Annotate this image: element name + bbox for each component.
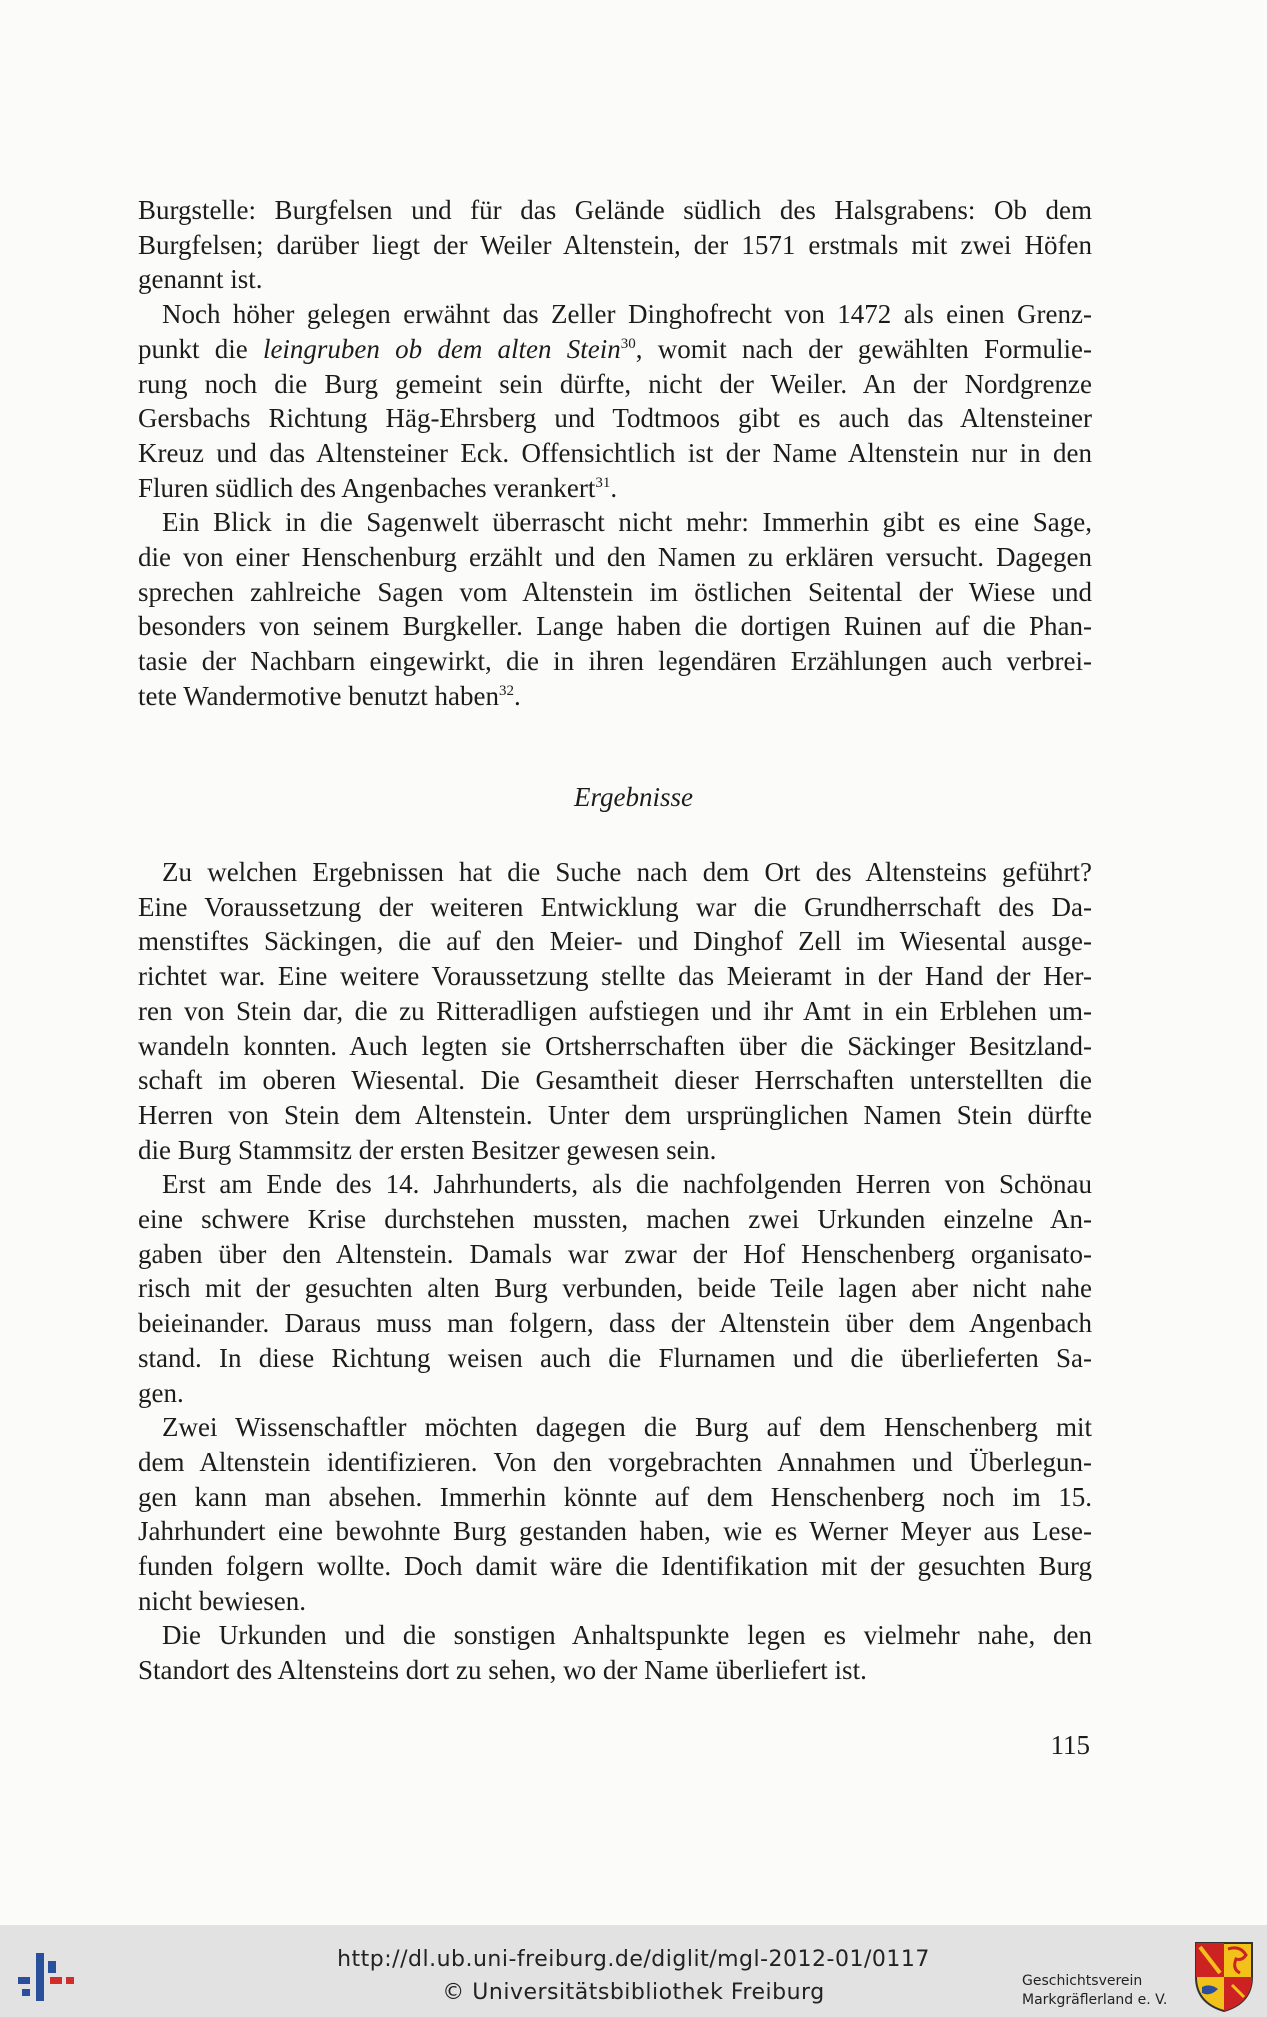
text-fragment: . bbox=[513, 680, 521, 711]
text-line: beieinander. Daraus muss man folgern, dass der Altenstein über dem Angenbach bbox=[138, 1308, 1092, 1339]
footnote-ref-31[interactable]: 31 bbox=[595, 474, 611, 491]
text-line: Burgfelsen; darüber liegt der Weiler Altenstein, der 1571 erstmals mit zwei Höfen bbox=[138, 229, 1092, 260]
text-line: die Burg Stammsitz der ersten Besitzer gewesen sein. bbox=[138, 1134, 717, 1165]
text-line: sprechen zahlreiche Sagen vom Altenstein im östlichen Seitental der Wiese und bbox=[138, 576, 1092, 607]
text-fragment: . bbox=[610, 472, 618, 503]
paragraph bbox=[138, 193, 1092, 297]
text-fragment: tete Wandermotive benutzt haben bbox=[138, 680, 499, 711]
text-line: Die Urkunden und die sonstigen Anhaltspunkte legen es vielmehr nahe, den bbox=[162, 1620, 1092, 1651]
text-line: genannt ist. bbox=[138, 264, 263, 295]
text-line: Zwei Wissenschaftler möchten dagegen die Burg auf dem Henschenberg mit bbox=[162, 1412, 1092, 1443]
paragraph bbox=[138, 1167, 1092, 1410]
text-line: rung noch die Burg gemeint sein dürfte, nicht der Weiler. An der Nordgrenze bbox=[138, 368, 1092, 399]
text-line: gen. bbox=[138, 1377, 184, 1408]
paragraph bbox=[138, 297, 1092, 505]
text-line bbox=[138, 332, 1092, 367]
text-line: nicht bewiesen. bbox=[138, 1585, 306, 1616]
text-line: risch mit der gesuchten alten Burg verbunden, beide Teile lagen aber nicht nahe bbox=[138, 1273, 1092, 1304]
text-line: richtet war. Eine weitere Voraussetzung stellte das Meieramt in der Hand der Her- bbox=[138, 961, 1092, 992]
text-line: Ein Blick in die Sagenwelt überrascht nicht mehr: Immerhin gibt es eine Sage, bbox=[162, 507, 1092, 538]
text-line: Jahrhundert eine bewohnte Burg gestanden haben, wie es Werner Meyer aus Lese- bbox=[138, 1516, 1092, 1547]
society-name-line: Markgräflerland e. V. bbox=[1022, 1992, 1168, 2008]
text-fragment: , womit nach der gewählten Formulie- bbox=[635, 333, 1093, 364]
italic-quote: leingruben ob dem alten Stein bbox=[262, 333, 621, 364]
text-line: wandeln konnten. Auch legten sie Ortsherrschaften über die Säckinger Besitzland- bbox=[138, 1030, 1092, 1061]
text-line: Herren von Stein dem Altenstein. Unter dem ursprünglichen Namen Stein dürfte bbox=[138, 1099, 1092, 1130]
body-text-bottom bbox=[138, 855, 1092, 1688]
section-heading: Ergebnisse bbox=[574, 782, 693, 812]
text-line: die von einer Henschenburg erzählt und den Namen zu erklären versucht. Dagegen bbox=[138, 542, 1092, 573]
text-line: Kreuz und das Altensteiner Eck. Offensichtlich ist der Name Altenstein nur in den bbox=[138, 437, 1092, 468]
text-line: gen kann man absehen. Immerhin könnte auf dem Henschenberg noch im 15. bbox=[138, 1481, 1092, 1512]
text-line: gaben über den Altenstein. Damals war zwar der Hof Henschenberg organisato- bbox=[138, 1238, 1092, 1269]
text-line: Gersbachs Richtung Häg-Ehrsberg und Todtmoos gibt es auch das Altensteiner bbox=[138, 403, 1092, 434]
text-line: schaft im oberen Wiesental. Die Gesamtheit dieser Herrschaften unterstellten die bbox=[138, 1065, 1092, 1096]
text-line: Erst am Ende des 14. Jahrhunderts, als die nachfolgenden Herren von Schönau bbox=[162, 1169, 1092, 1200]
paragraph bbox=[138, 505, 1092, 713]
text-line: Standort des Altensteins dort zu sehen, wo der Name überliefert ist. bbox=[138, 1655, 867, 1686]
paragraph bbox=[138, 1618, 1092, 1687]
text-line bbox=[138, 471, 1092, 506]
text-fragment: punkt die bbox=[138, 333, 263, 364]
text-fragment: Fluren südlich des Angenbaches verankert bbox=[138, 472, 596, 503]
text-line: Eine Voraussetzung der weiteren Entwicklung war die Grundherrschaft des Da- bbox=[138, 891, 1092, 922]
source-url-link[interactable]: http://dl.ub.uni-freiburg.de/diglit/mgl-2012-01/0117 bbox=[337, 1947, 930, 1972]
paragraph bbox=[138, 855, 1092, 1167]
footer-bar bbox=[0, 1925, 1267, 2017]
text-line: tasie der Nachbarn eingewirkt, die in ihren legendären Erzählungen auch verbrei- bbox=[138, 646, 1092, 677]
text-line: stand. In diese Richtung weisen auch die Flurnamen und die überlieferten Sa- bbox=[138, 1342, 1092, 1373]
society-name bbox=[1022, 1972, 1182, 2010]
text-line: eine schwere Krise durchstehen mussten, machen zwei Urkunden einzelne An- bbox=[138, 1204, 1092, 1235]
text-line bbox=[138, 679, 1092, 714]
markgraeflerland-crest-icon[interactable] bbox=[1192, 1939, 1256, 2013]
page-number: 115 bbox=[1050, 1730, 1090, 1760]
text-line: menstiftes Säckingen, die auf den Meier- und Dinghof Zell im Wiesental ausge- bbox=[138, 926, 1092, 957]
text-line: dem Altenstein identifizieren. Von den vorgebrachten Annahmen und Überlegun- bbox=[138, 1446, 1092, 1477]
footnote-ref-30[interactable]: 30 bbox=[620, 335, 636, 352]
text-line: ren von Stein dar, die zu Ritteradligen aufstiegen und ihr Amt in ein Erblehen um- bbox=[138, 995, 1092, 1026]
footnote-ref-32[interactable]: 32 bbox=[498, 682, 514, 699]
text-line: funden folgern wollte. Doch damit wäre die Identifikation mit der gesuchten Burg bbox=[138, 1551, 1092, 1582]
text-line: Burgstelle: Burgfelsen und für das Gelände südlich des Halsgrabens: Ob dem bbox=[138, 195, 1092, 225]
paragraph bbox=[138, 1410, 1092, 1618]
body-text-top bbox=[138, 193, 1092, 714]
text-line: Zu welchen Ergebnissen hat die Suche nach dem Ort des Altensteins geführt? bbox=[162, 857, 1092, 887]
text-line: Noch höher gelegen erwähnt das Zeller Dinghofrecht von 1472 als einen Grenz- bbox=[162, 299, 1092, 330]
society-name-line: Geschichtsverein bbox=[1022, 1973, 1143, 1989]
text-line: besonders von seinem Burgkeller. Lange haben die dortigen Ruinen auf die Phan- bbox=[138, 611, 1092, 642]
copyright-text: © Universitätsbibliothek Freiburg bbox=[442, 1980, 825, 2005]
